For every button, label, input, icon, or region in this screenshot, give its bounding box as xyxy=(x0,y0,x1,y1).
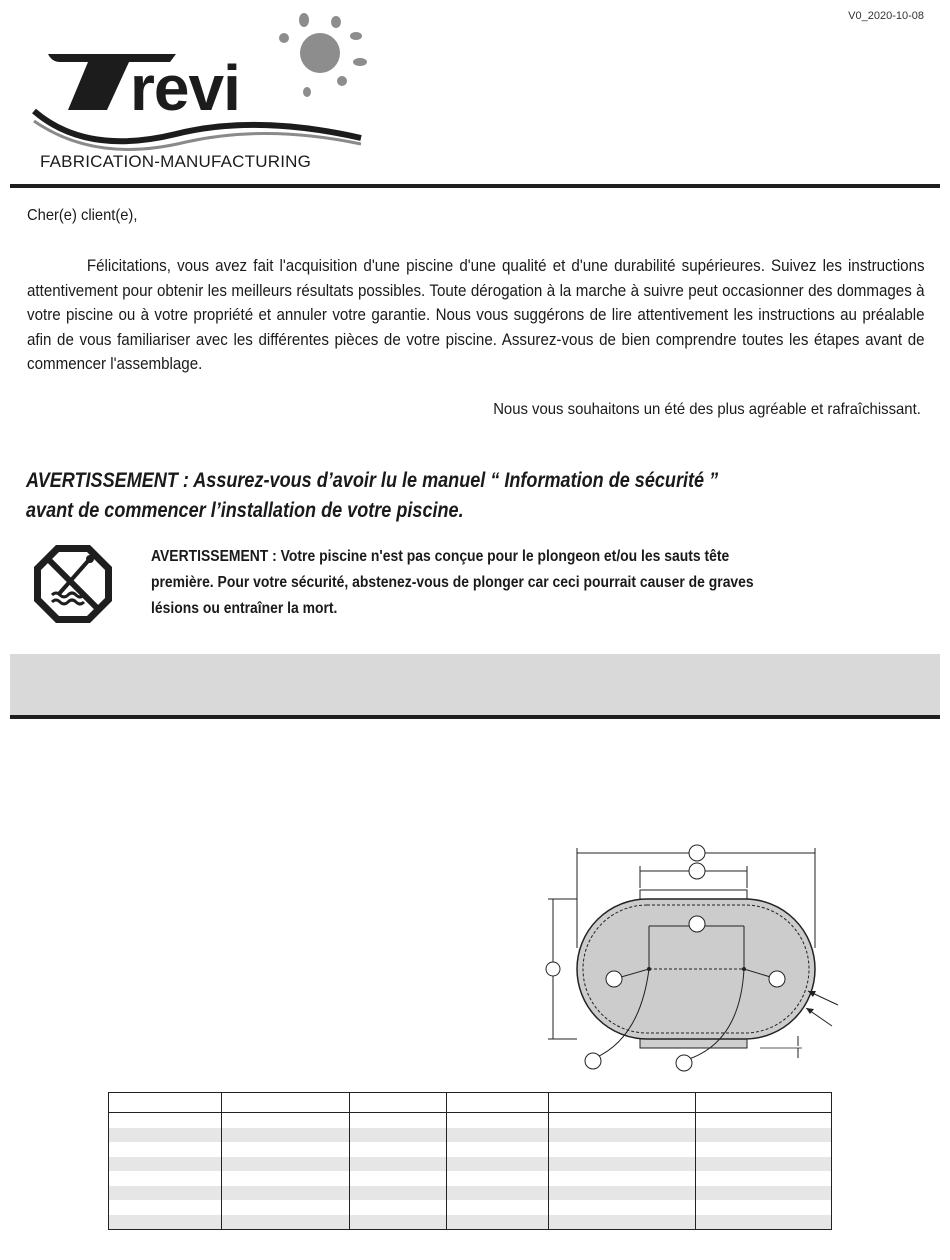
dive-warning-line-1: AVERTISSEMENT : Votre piscine n'est pas conçue pour le plongeon et/ou les sauts tête xyxy=(151,548,730,565)
dimension-marker-d xyxy=(606,971,622,987)
dimension-marker-f xyxy=(546,962,560,976)
warning-line-2: avant de commencer l’installation de votre piscine. xyxy=(26,499,464,522)
table-row xyxy=(109,1157,832,1172)
table-header-row xyxy=(109,1093,832,1113)
table-row xyxy=(109,1215,832,1230)
diving-warning-text xyxy=(151,544,899,622)
dimension-marker-b xyxy=(689,863,705,879)
dimension-marker-a xyxy=(689,845,705,861)
pool-specification-table xyxy=(108,1092,832,1230)
dive-warning-line-2: première. Pour votre sécurité, abstenez-vous de plonger car ceci pourrait causer de graves xyxy=(151,574,754,591)
closing-line: Nous vous souhaitons un été des plus agréable et rafraîchissant. xyxy=(493,401,921,418)
no-diving-icon xyxy=(32,543,114,625)
pool-dimension-diagram xyxy=(540,838,850,1076)
table-row xyxy=(109,1186,832,1201)
warning-line-1: AVERTISSEMENT : Assurez-vous d’avoir lu le manuel “ Information de sécurité ” xyxy=(26,469,719,492)
table-row xyxy=(109,1200,832,1215)
header-divider xyxy=(10,184,940,188)
dive-warning-line-3: lésions ou entraîner la mort. xyxy=(151,600,338,617)
version-label: V0_2020-10-08 xyxy=(848,10,924,22)
table-row xyxy=(109,1113,832,1128)
salutation: Cher(e) client(e), xyxy=(27,207,138,224)
table-row xyxy=(109,1142,832,1157)
trevi-logo xyxy=(26,6,371,176)
section-header-band xyxy=(10,654,940,715)
section-divider xyxy=(10,715,940,719)
dimension-marker-h xyxy=(676,1055,692,1071)
dimension-marker-c xyxy=(689,916,705,932)
dimension-marker-e xyxy=(769,971,785,987)
table-row xyxy=(109,1128,832,1143)
svg-text:revi: revi xyxy=(130,52,240,124)
dimension-marker-g xyxy=(585,1053,601,1069)
intro-paragraph: Félicitations, vous avez fait l'acquisition d'une piscine d'une qualité et d'une durabilité supérieures. Suivez les instructions attentivement pour obtenir les meilleurs résultats possibles. Toute dérogation à la marche à suivre peut occasionner des dommages à votre piscine ou à votre propriété et annuler votre garantie. Nous vous suggérons de lire attentivement les instructions au préalable afin de vous familiariser avec les différentes pièces de votre piscine. Assurez-vous de bien comprendre toutes les étapes avant de commencer l'assemblage. xyxy=(27,257,925,373)
sun-icon xyxy=(279,13,367,97)
table-row xyxy=(109,1171,832,1186)
logo-subtitle: FABRICATION-MANUFACTURING xyxy=(40,152,312,171)
safety-manual-warning xyxy=(26,466,843,526)
